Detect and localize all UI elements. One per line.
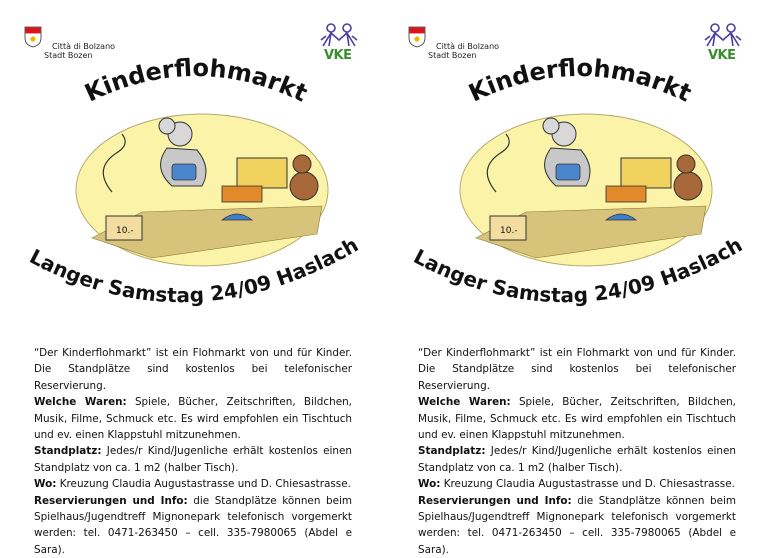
- wo-label: Wo:: [34, 478, 57, 491]
- flyer-left: [0, 0, 384, 556]
- flyer-title: [464, 50, 694, 110]
- flyer-body: [34, 345, 352, 558]
- flyer-title-text: Kinderflohmarkt: [464, 53, 696, 108]
- intro-text: “Der Kinderflohmarkt” ist ein Flohmarkt von und für Kinder. Die Standplätze sind kostenlos bei telefonischer Reservierung.: [34, 347, 352, 392]
- wo-text: Kreuzung Claudia Augustastrasse und D. Chiesastrasse.: [443, 478, 735, 491]
- flyer-right: [384, 0, 768, 556]
- standplatz-text: Jedes/r Kind/Jugenliche erhält kostenlos einen Standplatz von ca. 1 m2 (halber Tisch).: [418, 445, 736, 474]
- bolzano-crest-icon: [24, 26, 42, 48]
- wo-text: Kreuzung Claudia Augustastrasse und D. Chiesastrasse.: [59, 478, 351, 491]
- vke-logo-text: VKE: [324, 48, 352, 63]
- reservierung-paragraph: [34, 493, 352, 558]
- reservierung-text: die Standplätze können beim Spielhaus/Jugendtreff Mignonepark telefonisch vorgemerkt werden: tel. 0471-263450 – cell. 335-7980065 (Abdel e Sara).: [418, 494, 736, 556]
- wo-label: Wo:: [418, 478, 441, 491]
- intro-text: “Der Kinderflohmarkt” ist ein Flohmarkt von und für Kinder. Die Standplätze sind kostenlos bei telefonischer Reservierung.: [418, 347, 736, 392]
- vke-logo-text: VKE: [708, 48, 736, 63]
- waren-text: Spiele, Bücher, Zeitschriften, Bildchen, Musik, Filme, Schmuck etc. Es wird empfohlen ein Tischtuch und ev. einen Klappstuhl mitzunehmen.: [418, 396, 736, 442]
- standplatz-text: Jedes/r Kind/Jugenliche erhält kostenlos einen Standplatz von ca. 1 m2 (halber Tisch).: [34, 445, 352, 474]
- city-name-it: Città di Bolzano: [436, 42, 500, 51]
- price-tag: 10.-: [500, 226, 518, 236]
- reservierung-label: Reservierungen und Info:: [34, 494, 188, 507]
- event-title-text: “Langer Samstag 24/09 Haslach”: [407, 209, 747, 308]
- reservierung-label: Reservierungen und Info:: [418, 494, 572, 507]
- price-tag: 10.-: [116, 226, 134, 236]
- event-title: [23, 209, 363, 338]
- standplatz-label: Standplatz:: [418, 445, 486, 458]
- waren-text: Spiele, Bücher, Zeitschriften, Bildchen, Musik, Filme, Schmuck etc. Es wird empfohlen ein Tischtuch und ev. einen Klappstuhl mitzunehmen.: [34, 396, 352, 442]
- standplatz-paragraph: [34, 443, 352, 476]
- waren-paragraph: [34, 394, 352, 443]
- wo-paragraph: [418, 476, 736, 492]
- svg-text:Kinderflohmarkt: [80, 54, 311, 108]
- waren-label: Welche Waren:: [418, 396, 511, 409]
- bolzano-crest-icon: [408, 26, 426, 48]
- svg-text:Kinderflohmarkt: [464, 54, 695, 108]
- standplatz-paragraph: [418, 443, 736, 476]
- reservierung-text: die Standplätze können beim Spielhaus/Jugendtreff Mignonepark telefonisch vorgemerkt werden: tel. 0471-263450 – cell. 335-7980065 (Abdel e Sara).: [34, 494, 352, 556]
- city-name-de: Stadt Bozen: [44, 51, 93, 60]
- flyer-title-text: Kinderflohmarkt: [80, 53, 312, 108]
- reservierung-paragraph: [418, 493, 736, 558]
- flyer-body: [418, 345, 736, 558]
- standplatz-label: Standplatz:: [34, 445, 102, 458]
- city-name-it: Città di Bolzano: [52, 42, 116, 51]
- waren-label: Welche Waren:: [34, 396, 127, 409]
- wo-paragraph: [34, 476, 352, 492]
- city-name-de: Stadt Bozen: [428, 51, 477, 60]
- event-title: [407, 209, 747, 338]
- flyer-title: [80, 50, 310, 110]
- event-title-text: “Langer Samstag 24/09 Haslach”: [23, 209, 363, 308]
- waren-paragraph: [418, 394, 736, 443]
